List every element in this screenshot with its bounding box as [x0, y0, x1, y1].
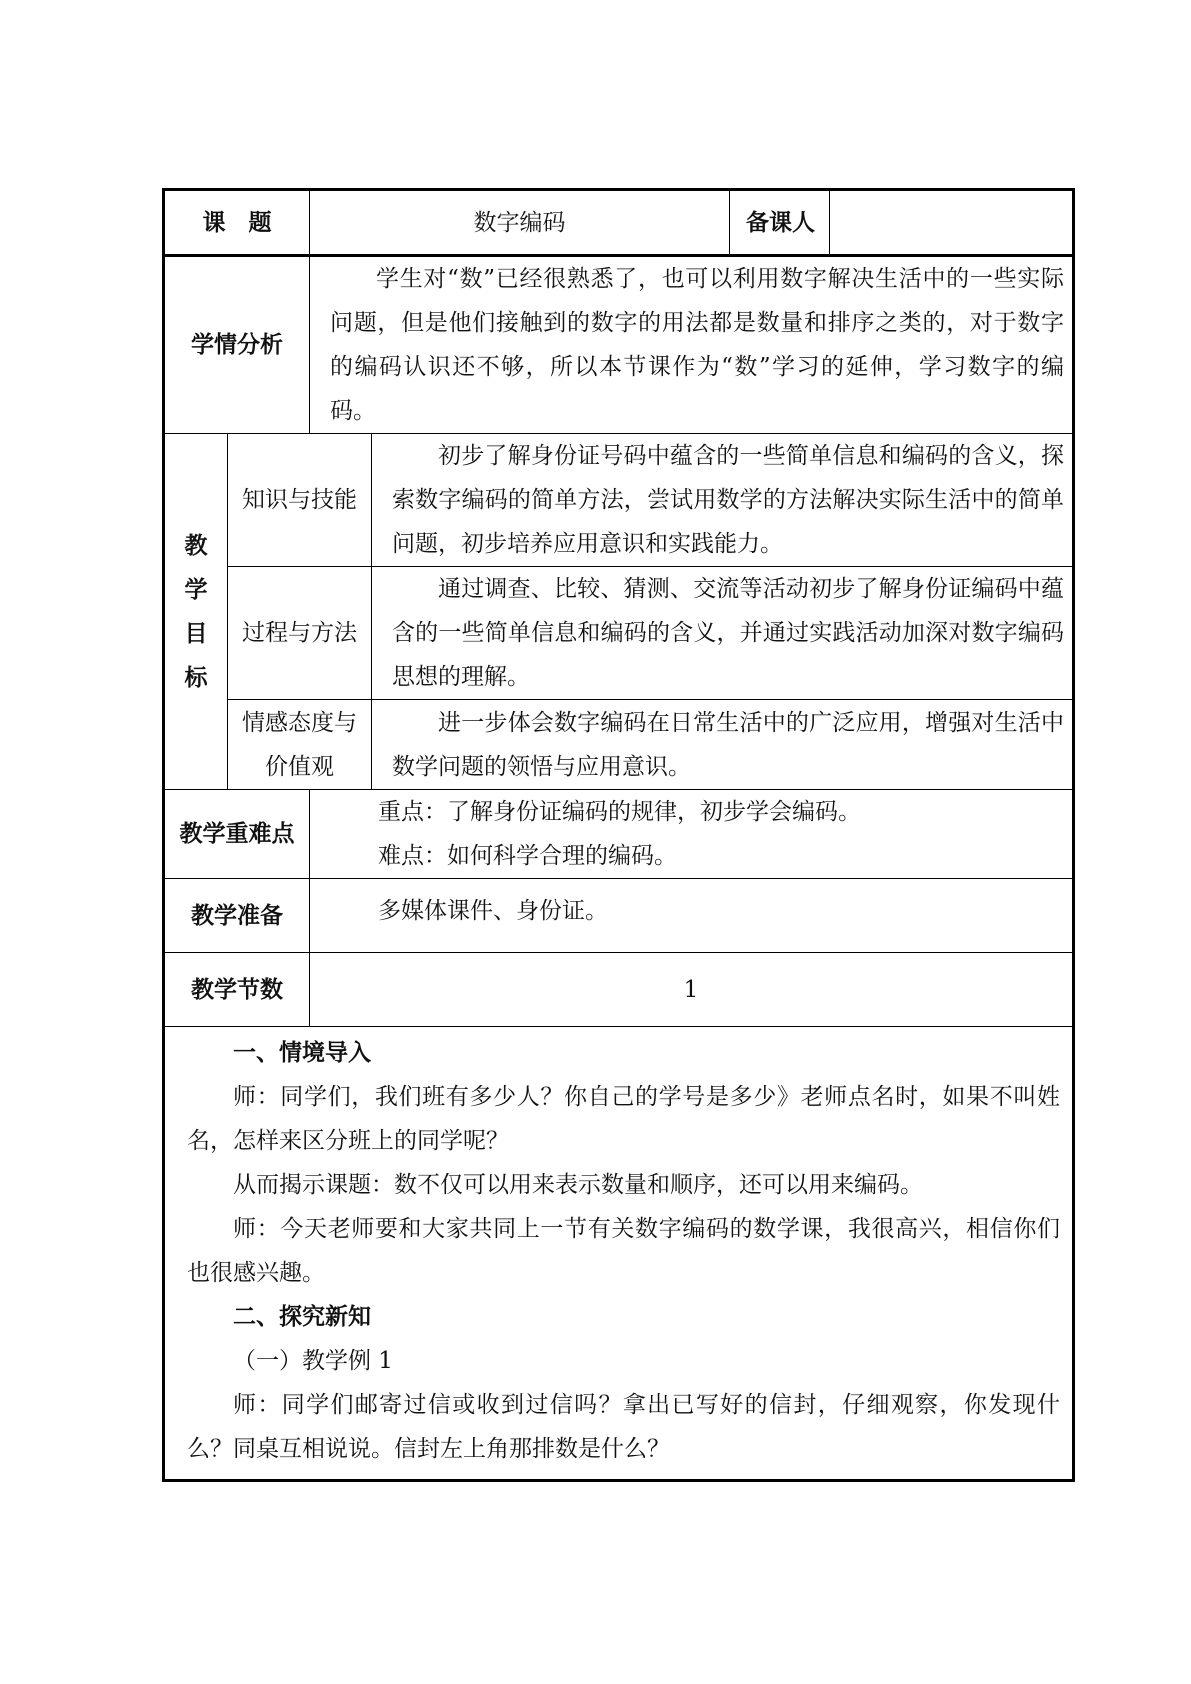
objective-text-knowledge: 初步了解身份证号码中蕴含的一些简单信息和编码的含义，探索数字编码的简单方法，尝试用数学的方法解决实际生活中的简单问题，初步培养应用意识和实践能力。	[372, 434, 1074, 567]
student-analysis-text: 学生对“数”已经很熟悉了，也可以利用数字解决生活中的一些实际问题，但是他们接触到的数字的用法都是数量和排序之类的，对于数字的编码认识还不够，所以本节课作为“数”学习的延伸，学习数字的编码。	[310, 256, 1074, 434]
process-subsection-title: （一）教学例 1	[233, 1348, 393, 1374]
key-points-difficult: 难点：如何科学合理的编码。	[378, 843, 677, 869]
preparer-value	[830, 190, 1074, 256]
process-paragraph: 师：同学们邮寄过信或收到过信吗？拿出已写好的信封，仔细观察，你发现什么？同桌互相说说。信封左上角那排数是什么？	[187, 1392, 1060, 1462]
key-points-important: 重点：了解身份证编码的规律，初步学会编码。	[378, 799, 861, 825]
preparation-text: 多媒体课件、身份证。	[310, 879, 1074, 953]
process-paragraph: 师：同学们，我们班有多少人？你自己的学号是多少》老师点名时，如果不叫姓名，怎样来区分班上的同学呢？	[187, 1084, 1060, 1154]
preparer-label: 备课人	[730, 190, 830, 256]
sessions-label: 教学节数	[164, 953, 310, 1027]
topic-value: 数字编码	[310, 190, 730, 256]
student-analysis-label: 学情分析	[164, 256, 310, 434]
objective-row-knowledge	[164, 434, 1074, 567]
objective-row-process	[164, 567, 1074, 700]
header-row	[164, 190, 1074, 256]
process-content	[164, 1027, 1074, 1481]
key-points-row	[164, 790, 1074, 879]
objective-text-process: 通过调查、比较、猜测、交流等活动初步了解身份证编码中蕴含的一些简单信息和编码的含义，并通过实践活动加深对数字编码思想的理解。	[372, 567, 1074, 700]
lesson-plan-table	[162, 188, 1075, 1482]
process-paragraph: 从而揭示课题：数不仅可以用来表示数量和顺序，还可以用来编码。	[233, 1172, 923, 1198]
objective-text-emotion: 进一步体会数字编码在日常生活中的广泛应用，增强对生活中数学问题的领悟与应用意识。	[372, 700, 1074, 790]
sessions-row	[164, 953, 1074, 1027]
process-section1-title: 一、情境导入	[233, 1040, 371, 1066]
student-analysis-row	[164, 256, 1074, 434]
objectives-label-char: 教	[184, 532, 208, 559]
process-section2-title: 二、探究新知	[233, 1304, 371, 1330]
objective-row-emotion	[164, 700, 1074, 790]
preparation-label: 教学准备	[164, 879, 310, 953]
objectives-label-char: 学	[184, 576, 208, 603]
objective-name-process: 过程与方法	[228, 567, 372, 700]
topic-label: 课 题	[164, 190, 310, 256]
objective-name-emotion	[228, 700, 372, 790]
key-points-label: 教学重难点	[164, 790, 310, 879]
objectives-label	[164, 434, 228, 790]
objectives-label-char: 目	[184, 620, 208, 647]
process-paragraph: 师：今天老师要和大家共同上一节有关数字编码的数学课，我很高兴，相信你们也很感兴趣。	[187, 1216, 1060, 1286]
objective-name-emotion-line2: 价值观	[265, 753, 334, 780]
objectives-label-char: 标	[184, 664, 208, 691]
objective-name-knowledge: 知识与技能	[228, 434, 372, 567]
preparation-row	[164, 879, 1074, 953]
sessions-value: 1	[310, 953, 1074, 1027]
key-points-content	[310, 790, 1074, 879]
objective-name-emotion-line1: 情感态度与	[242, 709, 357, 736]
process-row	[164, 1027, 1074, 1481]
